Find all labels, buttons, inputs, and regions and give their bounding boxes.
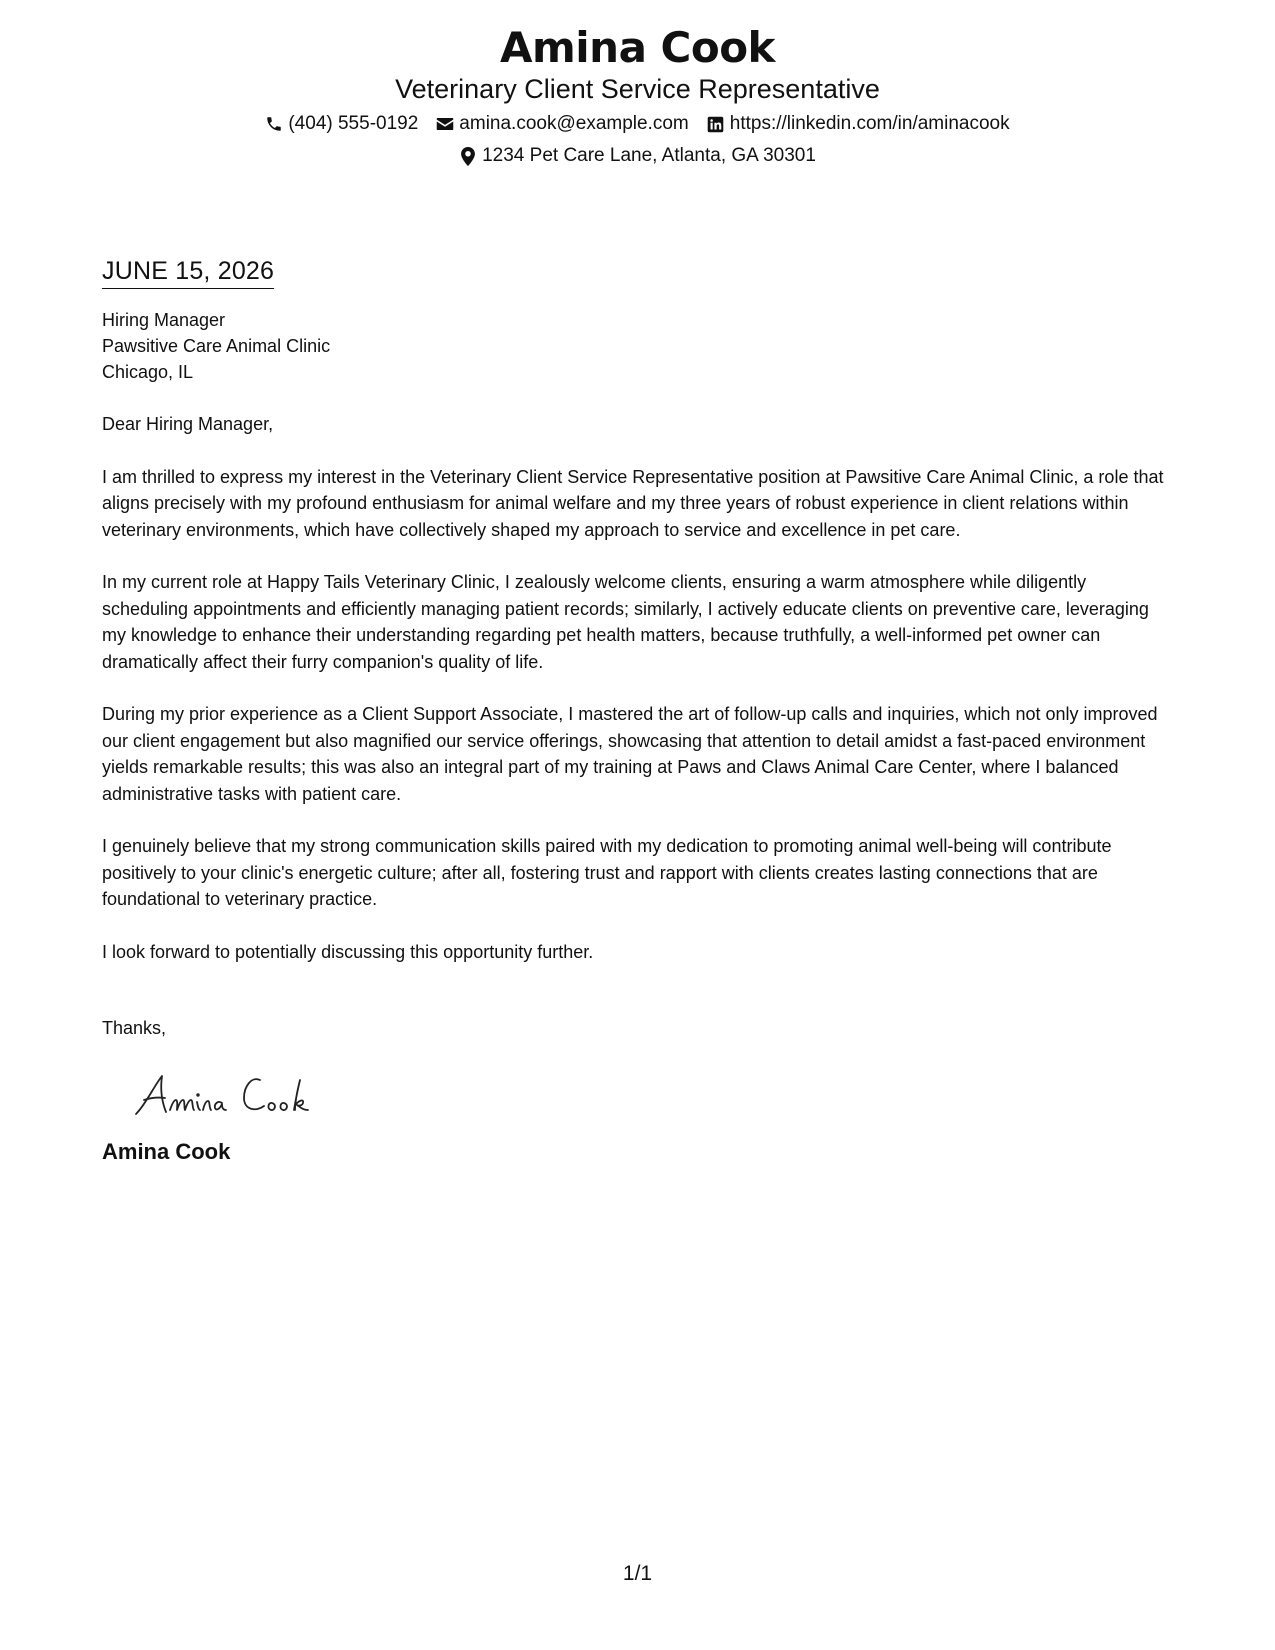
handwritten-signature	[132, 1066, 1177, 1126]
contact-email	[436, 112, 688, 136]
phone-text: (404) 555-0192	[288, 113, 419, 134]
contact-row	[0, 112, 1275, 136]
letter-header	[0, 22, 1275, 168]
closing: Thanks,	[102, 1018, 167, 1038]
letter-paragraph: During my prior experience as a Client Support Associate, I mastered the art of follow-up calls and inquiries, which not only improved our client engagement but also magnified our service offerings, showcasing that attention to detail amidst a fast-paced environment yields remarkable results; this was also an integral part of my training at Paws and Claws Animal Care Center, where I balanced administrative tasks with patient care.	[102, 704, 1158, 804]
letter-paragraph: In my current role at Happy Tails Veterinary Clinic, I zealously welcome clients, ensuring a warm atmosphere while diligently scheduling appointments and efficiently managing patient records; similarly, I actively educate clients on preventive care, leveraging my knowledge to enhance their understanding regarding pet health matters, because truthfully, a well-informed pet owner can dramatically affect their furry companion's quality of life.	[102, 572, 1149, 672]
linkedin-link[interactable]: https://linkedin.com/in/aminacook	[729, 113, 1010, 134]
map-marker-icon	[459, 147, 477, 165]
letter-paragraph: I genuinely believe that my strong communication skills paired with my dedication to promoting animal well-being will contribute positively to your clinic's energetic culture; after all, fostering trust and rapport with clients creates lasting connections that are foundational to veterinary practice.	[102, 836, 1112, 909]
address-text: 1234 Pet Care Lane, Atlanta, GA 30301	[482, 145, 816, 166]
letter-date: JUNE 15, 2026	[102, 254, 274, 289]
contact-linkedin	[707, 112, 1010, 136]
applicant-name: Amina Cook	[500, 23, 775, 72]
recipient-line: Pawsitive Care Animal Clinic	[102, 336, 331, 356]
letter-paragraph: I look forward to potentially discussing this opportunity further.	[102, 941, 594, 962]
applicant-title: Veterinary Client Service Representative	[395, 74, 880, 104]
letter-body	[102, 254, 1177, 1166]
recipient-line: Chicago, IL	[102, 362, 194, 382]
contact-phone	[265, 112, 418, 136]
phone-icon	[265, 115, 283, 133]
email-link[interactable]: amina.cook@example.com	[459, 113, 689, 134]
salutation: Dear Hiring Manager,	[102, 414, 274, 434]
linkedin-icon	[707, 115, 725, 133]
envelope-icon	[436, 115, 454, 133]
signer-name: Amina Cook	[102, 1138, 231, 1164]
contact-address	[459, 144, 816, 168]
page-indicator: 1/1	[622, 1562, 653, 1585]
recipient-line: Hiring Manager	[102, 310, 226, 330]
address-row	[0, 144, 1275, 168]
letter-paragraph: I am thrilled to express my interest in the Veterinary Client Service Representative position at Pawsitive Care Animal Clinic, a role that aligns precisely with my profound enthusiasm for animal welfare and my three years of robust experience in client relations within veterinary environments, which have collectively shaped my approach to service and excellence in pet care.	[102, 466, 1164, 540]
signature-image	[132, 1066, 332, 1122]
recipient-block	[102, 307, 1177, 385]
